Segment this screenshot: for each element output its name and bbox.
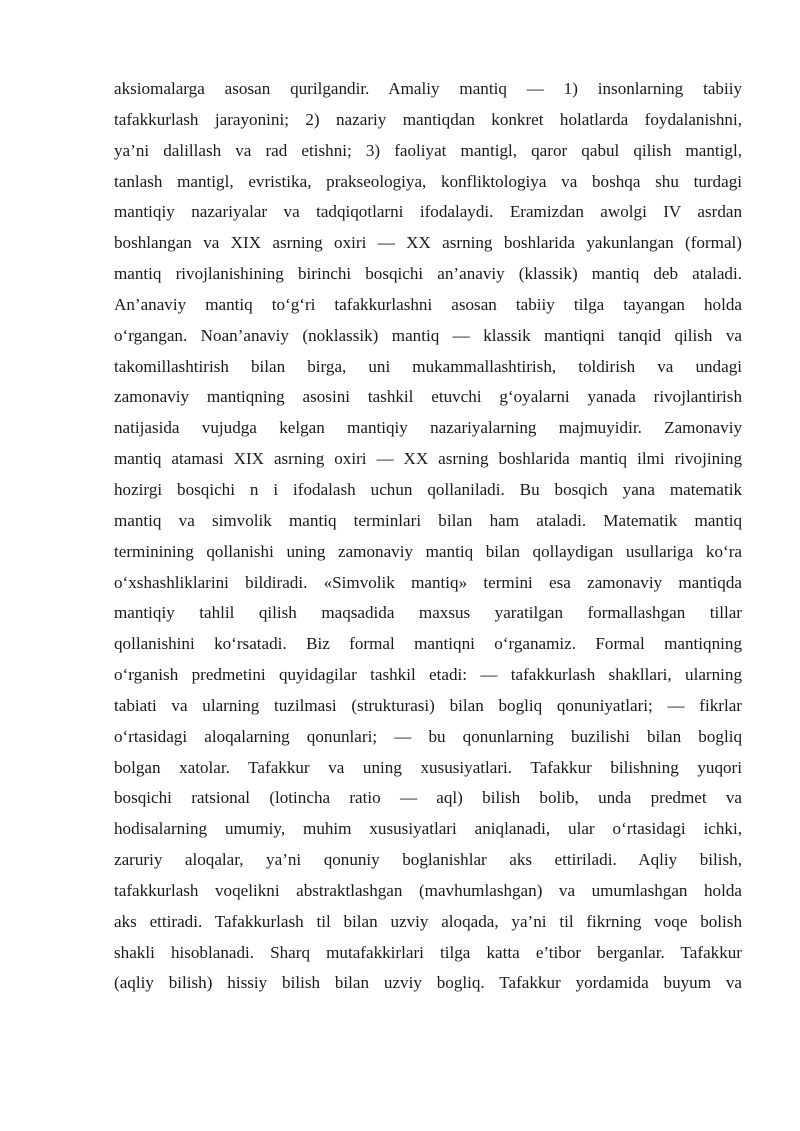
text-line: shakli hisoblanadi. Sharq mutafakkirlari tilga katta e’tibor berganlar. Tafakkur [114,942,742,962]
text-line: takomillashtirish bilan birga, uni mukammallashtirish, toldirish va undagi [114,356,742,376]
text-line: tanlash mantigl, evristika, prakseologiya, konfliktologiya va boshqa shu turdagi [114,171,742,191]
text-line: mantiqiy nazariyalar va tadqiqotlarni ifodalaydi. Eramizdan awolgi IV asrdan [114,202,742,222]
text-line: (aqliy bilish) hissiy bilish bilan uzviy bogliq. Tafakkur yordamida buyum va [114,973,742,993]
text-line: o‘rtasidagi aloqalarning qonunlari; — bu qonunlarning buzilishi bilan bogliq [114,726,742,746]
text-line: mantiq atamasi XIX asrning oxiri — XX asrning boshlarida mantiq ilmi rivojining [114,449,742,469]
text-line: boshlangan va XIX asrning oxiri — XX asrning boshlarida yakunlangan (formal) [114,233,742,253]
text-line: bosqichi ratsional (lotincha ratio — aql) bilish bolib, unda predmet va [114,788,742,808]
text-line: bolgan xatolar. Tafakkur va uning xususiyatlari. Tafakkur bilishning yuqori [114,757,742,777]
text-line: o‘rganish predmetini quyidagilar tashkil etadi: — tafakkurlash shakllari, ularning [114,665,742,685]
text-line: o‘rgangan. Noan’anaviy (noklassik) mantiq — klassik mantiqni tanqid qilish va [114,325,742,345]
text-line: ya’ni dalillash va rad etishni; 3) faoliyat mantigl, qaror qabul qilish mantigl, [114,140,742,160]
text-line: mantiq va simvolik mantiq terminlari bilan ham ataladi. Matematik mantiq [114,510,742,530]
body-text [114,74,742,999]
text-line: mantiqiy tahlil qilish maqsadida maxsus yaratilgan formallashgan tillar [114,603,742,623]
text-line: o‘xshashliklarini bildiradi. «Simvolik mantiq» termini esa zamonaviy mantiqda [114,572,742,592]
text-line: An’anaviy mantiq to‘g‘ri tafakkurlashni asosan tabiiy tilga tayangan holda [114,294,742,314]
text-line: terminining qollanishi uning zamonaviy mantiq bilan qollaydigan usullariga ko‘ra [114,541,742,561]
text-line: aksiomalarga asosan qurilgandir. Amaliy mantiq — 1) insonlarning tabiiy [114,79,742,98]
text-line: aks ettiradi. Tafakkurlash til bilan uzviy aloqada, ya’ni til fikrning voqe bolish [114,911,742,931]
text-line: zamonaviy mantiqning asosini tashkil etuvchi g‘oyalarni yanada rivojlantirish [114,387,742,407]
text-line: hozirgi bosqichi n i ifodalash uchun qollaniladi. Bu bosqich yana matematik [114,479,742,499]
text-line: hodisalarning umumiy, muhim xususiyatlari aniqlanadi, ular o‘rtasidagi ichki, [114,819,742,839]
text-line: mantiq rivojlanishining birinchi bosqichi an’anaviy (klassik) mantiq deb ataladi. [114,264,742,284]
text-line: tafakkurlash voqelikni abstraktlashgan (mavhumlashgan) va umumlashgan holda [114,880,742,900]
text-line: zaruriy aloqalar, ya’ni qonuniy boglanishlar aks ettiriladi. Aqliy bilish, [114,850,742,870]
text-line: tabiati va ularning tuzilmasi (strukturasi) bilan bogliq qonuniyatlari; — fikrlar [114,695,742,715]
text-line: qollanishini ko‘rsatadi. Biz formal mantiqni o‘rganamiz. Formal mantiqning [114,634,742,654]
text-line: natijasida vujudga kelgan mantiqiy nazariyalarning majmuyidir. Zamonaviy [114,418,742,438]
text-line: tafakkurlash jarayonini; 2) nazariy mantiqdan konkret holatlarda foydalanishni, [114,109,742,129]
